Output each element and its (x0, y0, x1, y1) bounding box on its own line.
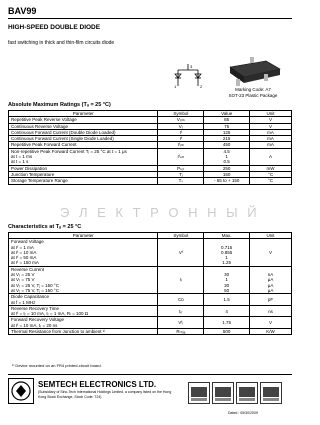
unit-cell: V (250, 317, 292, 329)
diode-schematic (168, 62, 208, 88)
value-cell: 4 (204, 305, 250, 317)
intro-text: fast switching in thick and thin-film circuits diode (8, 40, 115, 46)
value-cell: 30 1 30 50 (204, 266, 250, 293)
value-cell: 150 (204, 171, 250, 177)
col-symbol: Symbol (158, 111, 204, 117)
unit-cell: mA (250, 142, 292, 148)
symbol-cell: Vᶠ (158, 239, 204, 266)
characteristics-table (8, 232, 292, 335)
company-subtext: (Subsidiary of Sino-Tech International Holdings Limited, a company listed on the Hong Kong Stock Exchange, Stock Code: 724) (38, 390, 172, 399)
certification-badge (236, 382, 258, 404)
param-cell: Continuous Forward Current (Single Diode Loaded) (9, 136, 158, 142)
abs-max-row (9, 178, 292, 184)
characteristics-heading: Characteristics at Tₐ = 25 °C (8, 224, 82, 230)
col-value: Value (204, 111, 250, 117)
pin-1-label: 1 (174, 84, 177, 88)
col-parameter: Parameter (9, 233, 158, 239)
unit-cell: mW (250, 165, 292, 171)
dated-text: Dated : 05/30/2009 (228, 411, 258, 415)
unit-cell: nA μA μA μA (250, 266, 292, 293)
certification-badge (260, 382, 282, 404)
unit-cell: °C (250, 171, 292, 177)
abs-max-table (8, 110, 292, 185)
value-cell: 1.5 (204, 294, 250, 306)
value-cell: 85 (204, 117, 250, 123)
param-cell: Forward Recovery Voltage at Iᶠ = 10 mA, tᵣ = 20 ns (9, 317, 158, 329)
unit-cell: A (250, 148, 292, 165)
symbol-cell: Vᵣᵣₘ (158, 117, 204, 123)
param-cell: Repetitive Peak Reverse Voltage (9, 117, 158, 123)
value-cell: 450 (204, 142, 250, 148)
char-row (9, 329, 292, 335)
col-unit: Unit (250, 111, 292, 117)
pin-2-label: 2 (200, 84, 203, 88)
symbol-cell: Vᶠᵣ (158, 317, 204, 329)
unit-cell: V (250, 117, 292, 123)
unit-cell: mA (250, 129, 292, 135)
symbol-cell: Tⱼ (158, 171, 204, 177)
company-logo (8, 378, 34, 404)
value-cell: - 65 to + 150 (204, 178, 250, 184)
symbol-cell: Rₜₕⱼₐ (158, 329, 204, 335)
symbol-cell: Pₜₒₜ (158, 165, 204, 171)
param-cell: Power Dissipation (9, 165, 158, 171)
param-cell: Diode Capacitance at f = 1 MHz (9, 294, 158, 306)
symbol-cell: Vᵣ (158, 123, 204, 129)
footnote: ¹⁾ Device mounted on an FR4 printed-circuit board. (12, 363, 102, 368)
datasheet-subtitle: HIGH-SPEED DOUBLE DIODE (8, 24, 101, 31)
abs-max-row (9, 148, 292, 165)
symbol-cell: Iᵣ (158, 266, 204, 293)
value-cell: 0.715 0.855 1 1.25 (204, 239, 250, 266)
footer-divider (8, 374, 292, 375)
value-cell: 250 (204, 165, 250, 171)
param-cell: Thermal Resistance from Junction to ambient ¹⁾ (9, 329, 158, 335)
col-unit: Unit (250, 233, 292, 239)
char-row (9, 239, 292, 266)
unit-cell: °C (250, 178, 292, 184)
value-cell: 215 (204, 136, 250, 142)
unit-cell: ns (250, 305, 292, 317)
sot23-package-image (222, 55, 288, 87)
certification-badge (188, 382, 210, 404)
package-caption (218, 87, 288, 99)
watermark: Э Л Е К Т Р О Н Н Ы Й (60, 205, 260, 220)
param-cell: Forward Voltage at Iᶠ = 1 mA at Iᶠ = 10 mA at Iᶠ = 50 mA at Iᶠ = 150 mA (9, 239, 158, 266)
value-cell: 75 (204, 123, 250, 129)
title-divider (8, 18, 292, 19)
symbol-cell: Tₛ (158, 178, 204, 184)
package-type: SOT-23 Plastic Package (228, 93, 278, 98)
symbol-cell: Cᴅ (158, 294, 204, 306)
param-cell: Reverse Current at Vᵣ = 25 V at Vᵣ = 75 V at Vᵣ = 25 V, Tⱼ = 150 °C at Vᵣ = 75 V, Tⱼ = 150 °C (9, 266, 158, 293)
pin-3-label: 3 (190, 64, 193, 69)
unit-cell: V (250, 239, 292, 266)
unit-cell: V (250, 123, 292, 129)
value-cell: 4.5 1 0.5 (204, 148, 250, 165)
char-row (9, 266, 292, 293)
unit-cell: K/W (250, 329, 292, 335)
datasheet-title: BAV99 (8, 6, 37, 16)
param-cell: Continuous Reverse Voltage (9, 123, 158, 129)
value-cell: 125 (204, 129, 250, 135)
char-row (9, 317, 292, 329)
certification-badge (212, 382, 234, 404)
char-row (9, 305, 292, 317)
symbol-cell: Iᶠ (158, 136, 204, 142)
symbol-cell: Iᶠₛₘ (158, 148, 204, 165)
unit-cell: mA (250, 136, 292, 142)
value-cell: 1.75 (204, 317, 250, 329)
marking-code: Marking Code: A7 (235, 87, 271, 92)
company-name: SEMTECH ELECTRONICS LTD. (38, 380, 157, 389)
symbol-cell: Iᶠᵣₘ (158, 142, 204, 148)
symbol-cell: Iᶠ (158, 129, 204, 135)
abs-max-heading: Absolute Maximum Ratings (Tₐ = 25 °C) (8, 102, 111, 108)
symbol-cell: tᵣᵣ (158, 305, 204, 317)
param-cell: Repetitive Peak Forward Current (9, 142, 158, 148)
param-cell: Continuous Forward Current (Double Diode Loaded) (9, 129, 158, 135)
param-cell: Storage Temperature Range (9, 178, 158, 184)
value-cell: 500 (204, 329, 250, 335)
char-row (9, 294, 292, 306)
param-cell: Junction Temperature (9, 171, 158, 177)
param-cell: Non-repetitive Peak Forward Current Tᵢ = 25 °C at t = 1 μs at t = 1 ms at t = 1 s (9, 148, 158, 165)
param-cell: Reverse Recovery Time at Iᶠ = Iᵣ = 10 mA, Iᵣ = 1 mA, Rₗ = 100 Ω (9, 305, 158, 317)
col-max: Max. (204, 233, 250, 239)
unit-cell: pF (250, 294, 292, 306)
col-parameter: Parameter (9, 111, 158, 117)
col-symbol: Symbol (158, 233, 204, 239)
